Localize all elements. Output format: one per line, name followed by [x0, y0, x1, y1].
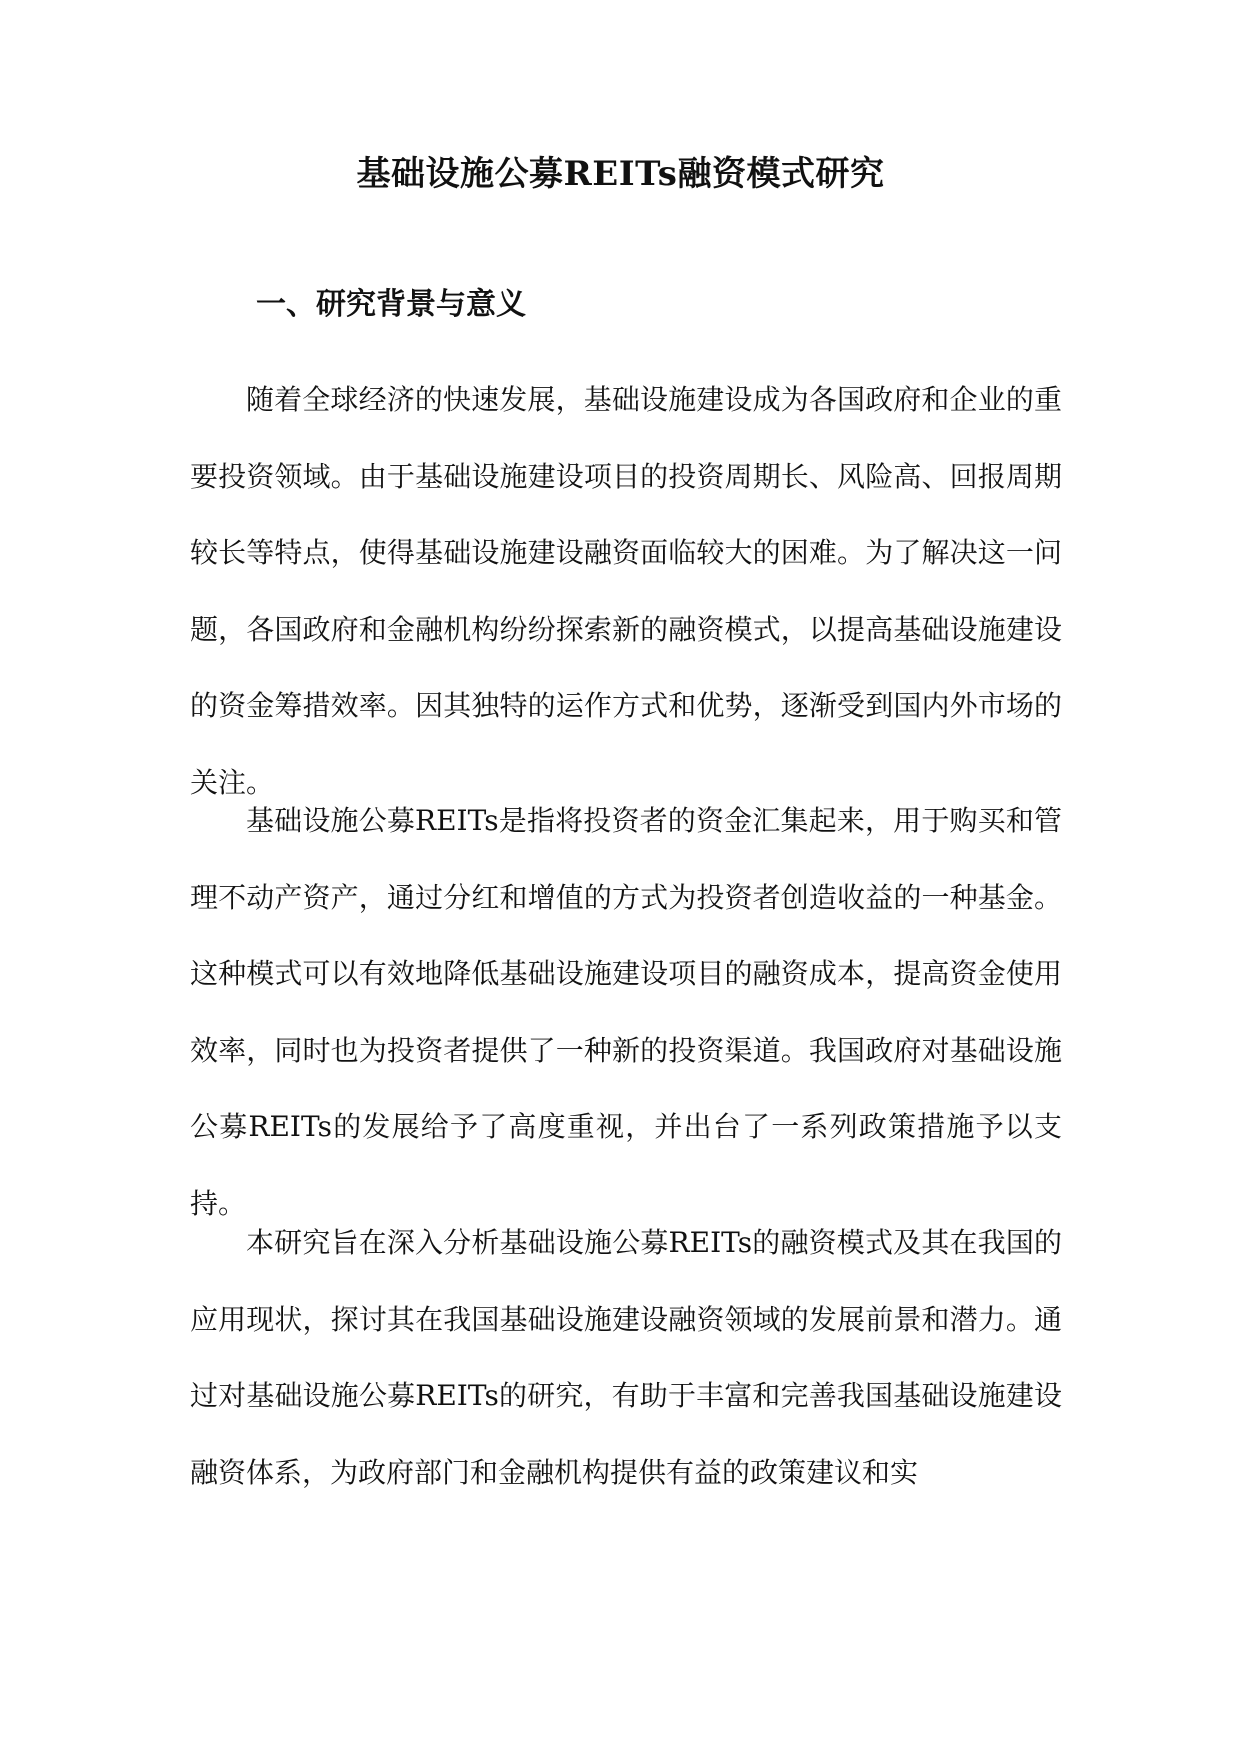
document-title: 基础设施公募REITs融资模式研究: [356, 154, 885, 194]
section-heading: 一、研究背景与意义: [256, 287, 526, 322]
paragraph-research-purpose: 本研究旨在深入分析基础设施公募REITs的融资模式及其在我国的应用现状，探讨其在我国基础设施建设融资领域的发展前景和潜力。通过对基础设施公募REITs的研究，有助于丰富和完善我国基础设施建设融资体系，为政府部门和金融机构提供有益的政策建议和实: [190, 1226, 1062, 1489]
paragraph-reits-definition: 基础设施公募REITs是指将投资者的资金汇集起来，用于购买和管理不动产资产，通过分红和增值的方式为投资者创造收益的一种基金。这种模式可以有效地降低基础设施建设项目的融资成本，提高资金使用效率，同时也为投资者提供了一种新的投资渠道。我国政府对基础设施公募REITs的发展给予了高度重视，并出台了一系列政策措施予以支持。: [190, 804, 1062, 1220]
paragraph-background: 随着全球经济的快速发展，基础设施建设成为各国政府和企业的重要投资领域。由于基础设施建设项目的投资周期长、风险高、回报周期较长等特点，使得基础设施建设融资面临较大的困难。为了解决这一问题，各国政府和金融机构纷纷探索新的融资模式，以提高基础设施建设的资金筹措效率。因其独特的运作方式和优势，逐渐受到国内外市场的关注。: [190, 383, 1062, 799]
